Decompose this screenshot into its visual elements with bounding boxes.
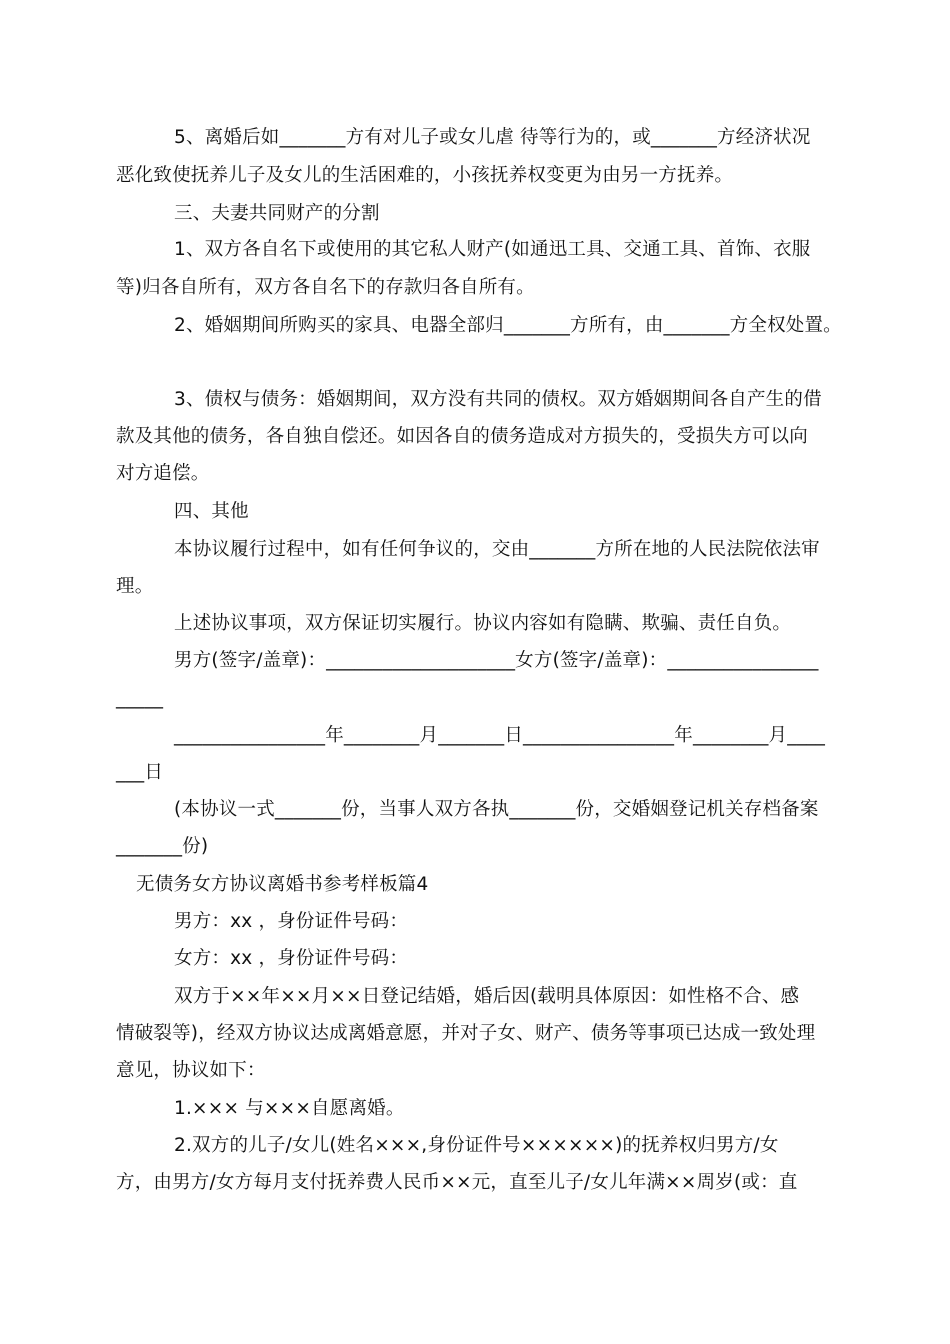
paragraph-line: 上述协议事项，双方保证切实履行。协议内容如有隐瞒、欺骗、责任自负。 (174, 613, 792, 634)
paragraph-line: 2、婚姻期间所购买的家具、电器全部归_______方所有，由_______方全权处置。 (174, 315, 842, 336)
date-line: ________________年________月_______日________________年________月____ (174, 725, 826, 746)
section-heading: 三、夫妻共同财产的分割 (174, 203, 380, 224)
party-line: 女方：xx ，身份证件号码： (174, 948, 409, 969)
paragraph-line: 2.双方的儿子/女儿(姓名×××,身份证件号××××××)的抚养权归男方/女 (174, 1135, 779, 1156)
paragraph-line: 对方追偿。 (116, 463, 210, 484)
paragraph-line: 1.××× 与×××自愿离婚。 (174, 1098, 405, 1119)
paragraph-line: 方，由男方/女方每月支付抚养费人民币××元，直至儿子/女儿年满××周岁(或：直 (116, 1172, 798, 1193)
paragraph-line: 情破裂等)，经双方协议达成离婚意愿，并对子女、财产、债务等事项已达成一致处理 (116, 1023, 816, 1044)
paragraph-line: 1、双方各自名下或使用的其它私人财产(如通迅工具、交通工具、首饰、衣服 (174, 239, 811, 260)
paragraph-line: 本协议履行过程中，如有任何争议的，交由_______方所在地的人民法院依法审 (174, 539, 820, 560)
section-title: 无债务女方协议离婚书参考样板篇4 (136, 874, 429, 895)
paragraph-line: 双方于××年××月××日登记结婚，婚后因(载明具体原因：如性格不合、感 (174, 986, 800, 1007)
paragraph-line: 5、离婚后如_______方有对儿子或女儿虐 待等行为的，或_______方经济状况 (174, 127, 811, 148)
paragraph-line: 意见，协议如下： (116, 1060, 266, 1081)
signature-line: _____ (116, 688, 164, 709)
paragraph-line: (本协议一式_______份，当事人双方各执_______份，交婚姻登记机关存档备案 (174, 799, 819, 820)
paragraph-line: 恶化致使抚养儿子及女儿的生活困难的，小孩抚养权变更为由另一方抚养。 (116, 165, 734, 186)
paragraph-line: 等)归各自所有，双方各自名下的存款归各自所有。 (116, 277, 535, 298)
signature-line: 男方(签字/盖章)：____________________女方(签字/盖章)：________________ (174, 650, 819, 671)
paragraph-line: 款及其他的债务，各自独自偿还。如因各自的债务造成对方损失的，受损失方可以向 (116, 426, 808, 447)
paragraph-line: 3、债权与债务：婚姻期间，双方没有共同的债权。双方婚姻期间各自产生的借 (174, 389, 822, 410)
party-line: 男方：xx ，身份证件号码： (174, 911, 409, 932)
paragraph-line: _______份) (116, 836, 209, 857)
date-line: ___日 (116, 762, 164, 783)
paragraph-line: 理。 (116, 576, 154, 597)
section-heading: 四、其他 (174, 501, 249, 522)
